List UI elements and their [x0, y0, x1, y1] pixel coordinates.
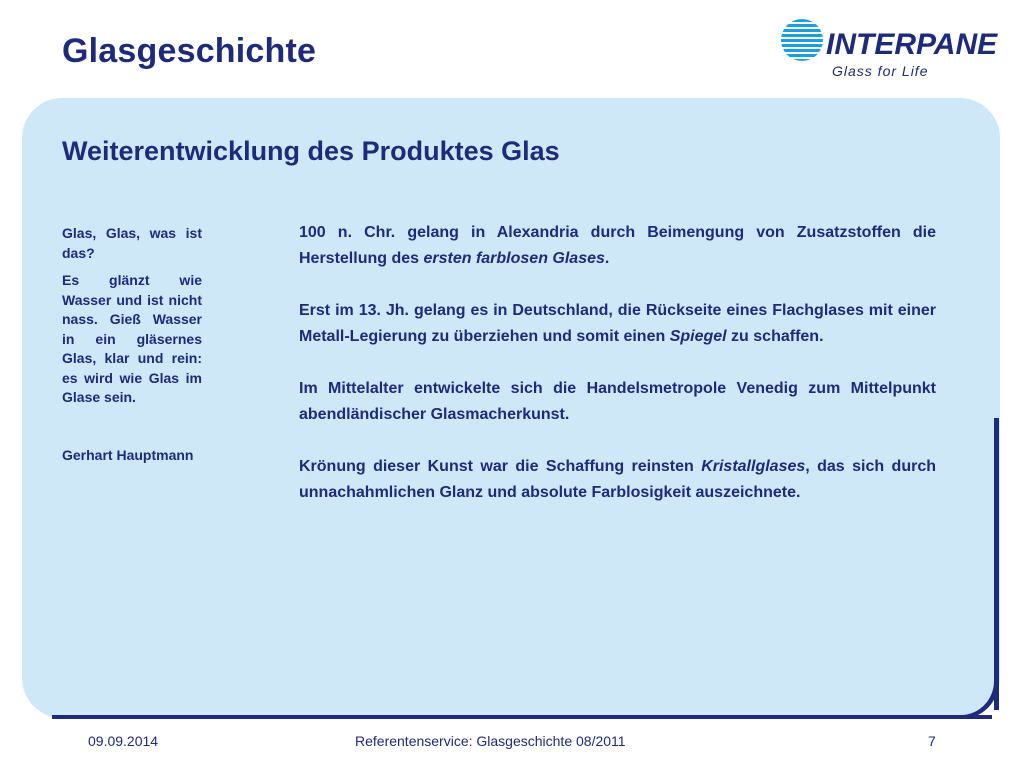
- logo-tagline: Glass for Life: [832, 63, 929, 79]
- page-number: 7: [928, 733, 936, 749]
- panel-shadow-bottom: [52, 715, 992, 719]
- slide-title: Glasgeschichte: [62, 32, 317, 70]
- section-subtitle: Weiterentwicklung des Produktes Glas: [62, 136, 560, 166]
- quote-block: [62, 224, 202, 473]
- quote-line-2: Es glänzt wie Wasser und ist nicht nass. Gieß Wasser in ein gläsernes Glas, klar und rein: es wird wie Glas im Glase sein.: [62, 272, 202, 405]
- quote-author: Gerhart Hauptmann: [62, 446, 194, 463]
- paragraph-1: 100 n. Chr. gelang in Alexandria durch Beimengung von Zusatzstoffen die Herstellung des ersten farblosen Glases.: [299, 224, 936, 267]
- body-text: [299, 220, 936, 532]
- panel-shadow-right: [994, 418, 999, 710]
- paragraph-2: Erst im 13. Jh. gelang es in Deutschland, die Rückseite eines Flachglases mit einer Metall-Legierung zu überziehen und somit einen Spiegel zu schaffen.: [299, 302, 936, 345]
- paragraph-3: Im Mittelalter entwickelte sich die Handelsmetropole Venedig zum Mittelpunkt abendländischer Glasmacherkunst.: [299, 380, 936, 423]
- footer-date: 09.09.2014: [88, 733, 159, 749]
- paragraph-4: Krönung dieser Kunst war die Schaffung reinsten Kristallglases, das sich durch unnachahmlichen Glanz und absolute Farblosigkeit auszeichnete.: [299, 458, 936, 501]
- interpane-logo: [778, 18, 1008, 84]
- quote-line-1: Glas, Glas, was ist das?: [62, 225, 202, 261]
- logo-wordmark: INTERPANE: [826, 28, 998, 61]
- globe-icon: [778, 19, 828, 62]
- footer-reference: Referentenservice: Glasgeschichte 08/2011: [355, 733, 626, 749]
